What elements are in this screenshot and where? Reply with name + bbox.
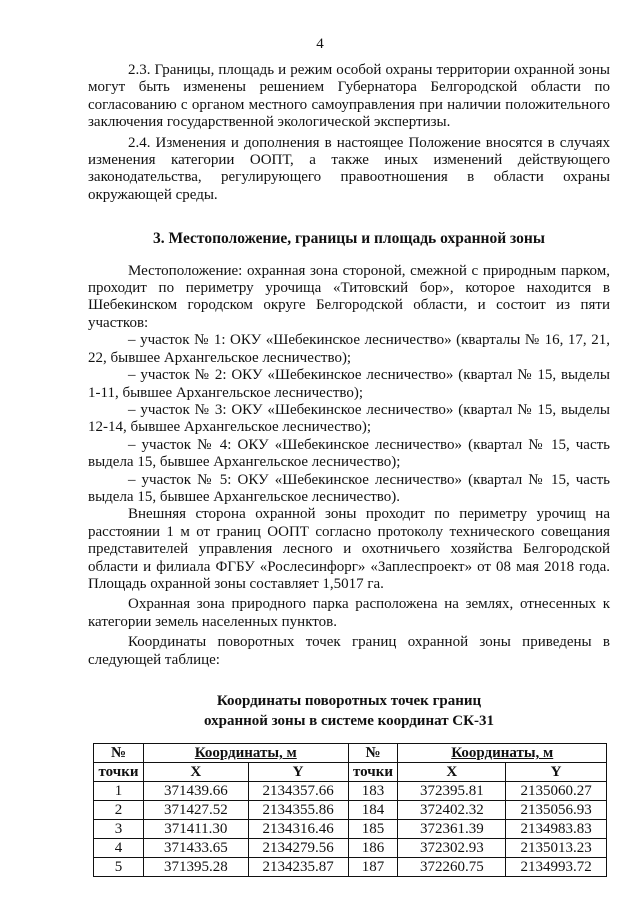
plot-item-3: – участок № 3: ОКУ «Шебекинское лесничество» (квартал № 15, выделы 12-14, бывшее Архангельское лесничество);: [88, 401, 610, 436]
cell-point: 3: [94, 820, 144, 839]
cell-x: 371439.66: [143, 782, 248, 801]
plot-item-2: – участок № 2: ОКУ «Шебекинское лесничество» (квартал № 15, выделы 1-11, бывшее Архангельское лесничество);: [88, 367, 610, 401]
cell-x: 372361.39: [398, 820, 506, 839]
cell-y: 2135060.27: [506, 782, 607, 801]
table-row: [94, 782, 607, 801]
header-no: №: [94, 744, 144, 763]
plot-item-1: – участок № 1: ОКУ «Шебекинское лесничество» (кварталы № 16, 17, 21, 22, бывшее Архангельское лесничество);: [88, 332, 610, 366]
coordinates-table: [93, 743, 607, 877]
table-header-row-1: [94, 744, 607, 763]
table-row: [94, 858, 607, 877]
table-row: [94, 801, 607, 820]
cell-x: 371395.28: [143, 858, 248, 877]
header-y-right: Y: [506, 763, 607, 782]
cell-y: 2134355.86: [248, 801, 348, 820]
page-number: 4: [316, 36, 324, 52]
cell-point: 5: [94, 858, 144, 877]
cell-x: 372302.93: [398, 839, 506, 858]
table-title-line-2: охранной зоны в системе координат СК-31: [203, 713, 495, 729]
header-y-left: Y: [248, 763, 348, 782]
header-coords-left: Координаты, м: [143, 744, 348, 763]
cell-point: 4: [94, 839, 144, 858]
header-coords-right: Координаты, м: [398, 744, 607, 763]
table-row: [94, 839, 607, 858]
cell-x: 371427.52: [143, 801, 248, 820]
cell-point: 184: [348, 801, 398, 820]
lands-paragraph: Охранная зона природного парка расположена на землях, отнесенных к категории земель населенных пунктов.: [88, 596, 610, 630]
cell-y: 2134316.46: [248, 820, 348, 839]
cell-point: 2: [94, 801, 144, 820]
paragraph-2-3: 2.3. Границы, площадь и режим особой охраны территории охранной зоны могут быть изменены решением Губернатора Белгородской области по согласованию с органом местного самоуправления при наличии положительного заключения государственной экологической экспертизы.: [88, 62, 610, 131]
plot-item-5: – участок № 5: ОКУ «Шебекинское лесничество» (квартал № 15, часть выдела 15, бывшее Архангельское лесничество).: [88, 471, 610, 505]
location-intro: Местоположение: охранная зона стороной, смежной с природным парком, проходит по периметру урочища «Титовский бор», которое находится в Шебекинском городском округе Белгородской области, и состоит из пяти участков:: [88, 262, 610, 331]
header-no-right: №: [348, 744, 398, 763]
cell-y: 2134279.56: [248, 839, 348, 858]
header-point: точки: [94, 763, 144, 782]
table-header-row-2: [94, 763, 607, 782]
cell-y: 2135056.93: [506, 801, 607, 820]
table-title: [88, 691, 610, 731]
cell-y: 2134993.72: [506, 858, 607, 877]
cell-point: 186: [348, 839, 398, 858]
cell-point: 185: [348, 820, 398, 839]
cell-y: 2135013.23: [506, 839, 607, 858]
cell-point: 1: [94, 782, 144, 801]
cell-x: 372395.81: [398, 782, 506, 801]
cell-point: 187: [348, 858, 398, 877]
document-body: [88, 62, 610, 877]
cell-y: 2134357.66: [248, 782, 348, 801]
cell-y: 2134235.87: [248, 858, 348, 877]
table-row: [94, 820, 607, 839]
cell-y: 2134983.83: [506, 820, 607, 839]
plot-item-4: – участок № 4: ОКУ «Шебекинское лесничество» (квартал № 15, часть выдела 15, бывшее Архангельское лесничество);: [88, 436, 610, 471]
table-title-line-1: Координаты поворотных точек границ: [216, 693, 482, 709]
section-3-title: 3. Местоположение, границы и площадь охранной зоны: [153, 230, 545, 248]
coords-intro-paragraph: Координаты поворотных точек границ охранной зоны приведены в следующей таблице:: [88, 634, 610, 668]
header-x-left: X: [143, 763, 248, 782]
cell-point: 183: [348, 782, 398, 801]
cell-x: 372402.32: [398, 801, 506, 820]
paragraph-2-4: 2.4. Изменения и дополнения в настоящее Положение вносятся в случаях изменения категории ООПТ, а также иных изменений действующего законодательства, регулирующего правоотношения в области охраны окружающей среды.: [88, 134, 610, 203]
cell-x: 371411.30: [143, 820, 248, 839]
cell-x: 371433.65: [143, 839, 248, 858]
cell-x: 372260.75: [398, 858, 506, 877]
header-x-right: X: [398, 763, 506, 782]
boundary-paragraph: Внешняя сторона охранной зоны проходит по периметру урочищ на расстоянии 1 м от границ ООПТ согласно протоколу технического совещания представителей управления лесного и охотничьего хозяйства Белгородской области и филиала ФГБУ «Рослесинфорг» «Заплеспроект» от 08 мая 2018 года. Площадь охранной зоны составляет 1,5017 га.: [88, 506, 610, 592]
header-point-right: точки: [348, 763, 398, 782]
